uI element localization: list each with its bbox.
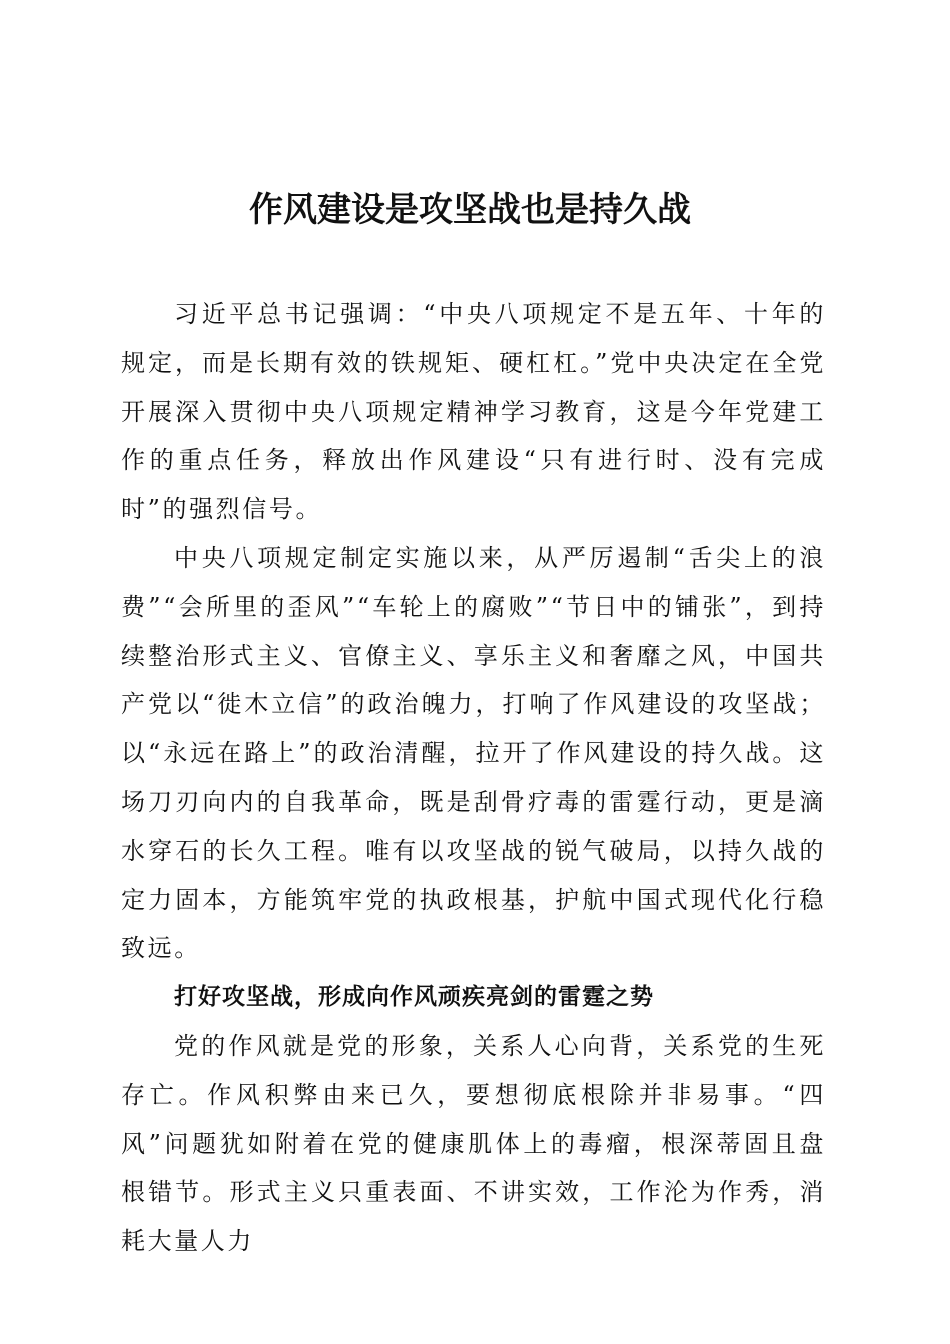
paragraph-3: 党的作风就是党的形象，关系人心向背，关系党的生死存亡。作风积弊由来已久，要想彻底根除并非易事。“四风”问题犹如附着在党的健康肌体上的毒瘤，根深蒂固且盘根错节。形式主义只重表面、不讲实效，工作沦为作秀，消耗大量人力 (121, 1031, 826, 1256)
paragraph-1: 习近平总书记强调：“中央八项规定不是五年、十年的规定，而是长期有效的铁规矩、硬杠杠。”党中央决定在全党开展深入贯彻中央八项规定精神学习教育，这是今年党建工作的重点任务，释放出作风建设“只有进行时、没有完成时”的强烈信号。 (121, 300, 826, 524)
document-title: 作风建设是攻坚战也是持久战 (249, 190, 691, 230)
document-body (121, 290, 826, 1266)
paragraph-2: 中央八项规定制定实施以来，从严厉遏制“舌尖上的浪费”“会所里的歪风”“车轮上的腐败”“节日中的铺张”，到持续整治形式主义、官僚主义、享乐主义和奢靡之风，中国共产党以“徙木立信”的政治魄力，打响了作风建设的攻坚战；以“永远在路上”的政治清醒，拉开了作风建设的持久战。这场刀刃向内的自我革命，既是刮骨疗毒的雷霆行动，更是滴水穿石的长久工程。唯有以攻坚战的锐气破局，以持久战的定力固本，方能筑牢党的执政根基，护航中国式现代化行稳致远。 (121, 543, 826, 963)
section-heading: 打好攻坚战，形成向作风顽疾亮剑的雷霆之势 (174, 984, 654, 1011)
